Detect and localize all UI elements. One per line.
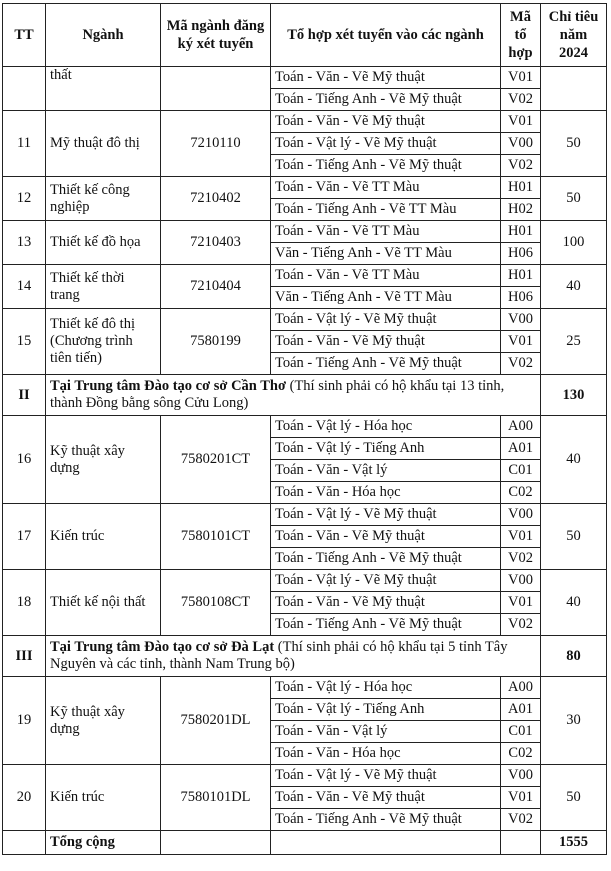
cell-combination-code: C02 (501, 482, 541, 504)
cell-combination-code: V01 (501, 111, 541, 133)
cell-combination-code: V00 (501, 504, 541, 526)
cell-combination: Toán - Văn - Vẽ TT Màu (271, 265, 501, 287)
table-row (3, 416, 607, 438)
cell-combination: Toán - Văn - Hóa học (271, 482, 501, 504)
cell-combination: Toán - Văn - Vẽ Mỹ thuật (271, 111, 501, 133)
cell-combination-code: V02 (501, 155, 541, 177)
cell-tt: 16 (3, 416, 46, 504)
cell-combination: Toán - Tiếng Anh - Vẽ Mỹ thuật (271, 89, 501, 111)
cell-quota: 30 (541, 677, 607, 765)
cell-combination: Toán - Văn - Hóa học (271, 743, 501, 765)
cell-combination: Toán - Văn - Vẽ TT Màu (271, 177, 501, 199)
cell-tt: 17 (3, 504, 46, 570)
admission-table (2, 3, 607, 855)
cell-quota: 50 (541, 111, 607, 177)
cell-program-name: Kỹ thuật xây dựng (46, 677, 161, 765)
cell-combination-code: V00 (501, 309, 541, 331)
cell-program-name: Kỹ thuật xây dựng (46, 416, 161, 504)
cell-combination: Toán - Vật lý - Vẽ Mỹ thuật (271, 570, 501, 592)
section-quota: 130 (541, 375, 607, 416)
cell-combination: Toán - Tiếng Anh - Vẽ Mỹ thuật (271, 614, 501, 636)
section-row-can-tho (3, 375, 607, 416)
table-row (3, 177, 607, 199)
cell-program-code (161, 831, 271, 855)
cell-combination-code: A00 (501, 416, 541, 438)
section-quota: 80 (541, 636, 607, 677)
cell-program-code: 7580201DL (161, 677, 271, 765)
cell-combination-code: H06 (501, 243, 541, 265)
header-tt: TT (3, 4, 46, 67)
cell-combination-code: H02 (501, 199, 541, 221)
cell-tt: 13 (3, 221, 46, 265)
cell-quota: 100 (541, 221, 607, 265)
cell-combination: Toán - Vật lý - Hóa học (271, 416, 501, 438)
cell-combination: Toán - Vật lý - Vẽ Mỹ thuật (271, 504, 501, 526)
cell-combination: Toán - Vật lý - Hóa học (271, 677, 501, 699)
cell-program-code: 7580101DL (161, 765, 271, 831)
cell-combination: Toán - Vật lý - Tiếng Anh (271, 699, 501, 721)
cell-combination: Toán - Văn - Vẽ Mỹ thuật (271, 787, 501, 809)
cell-combination-code: V01 (501, 526, 541, 548)
cell-tt (3, 831, 46, 855)
cell-program-code: 7580108CT (161, 570, 271, 636)
cell-program-name: Thiết kế thời trang (46, 265, 161, 309)
table-row (3, 570, 607, 592)
cell-combination: Toán - Văn - Vẽ Mỹ thuật (271, 526, 501, 548)
cell-combination: Toán - Văn - Vẽ TT Màu (271, 221, 501, 243)
cell-combination: Toán - Tiếng Anh - Vẽ Mỹ thuật (271, 155, 501, 177)
section-tt: III (3, 636, 46, 677)
table-row (3, 504, 607, 526)
table-row (3, 765, 607, 787)
cell-tt: 11 (3, 111, 46, 177)
cell-combination-code: C01 (501, 460, 541, 482)
table-row (3, 309, 607, 331)
cell-program-name: Thiết kế đô thị (Chương trình tiên tiến) (46, 309, 161, 375)
cell-program-code: 7210404 (161, 265, 271, 309)
cell-program-code (161, 67, 271, 111)
cell-program-name: Kiến trúc (46, 765, 161, 831)
cell-combination-code: V01 (501, 787, 541, 809)
section-row-da-lat (3, 636, 607, 677)
header-chi-tieu: Chỉ tiêu năm 2024 (541, 4, 607, 67)
cell-combination: Toán - Văn - Vẽ Mỹ thuật (271, 67, 501, 89)
cell-program-code: 7210403 (161, 221, 271, 265)
cell-quota: 40 (541, 416, 607, 504)
cell-quota: 40 (541, 570, 607, 636)
header-nganh: Ngành (46, 4, 161, 67)
cell-quota: 50 (541, 177, 607, 221)
header-ma-to-hop: Mã tổ hợp (501, 4, 541, 67)
cell-tt: 19 (3, 677, 46, 765)
section-title (46, 636, 541, 677)
cell-program-name: thất (46, 67, 161, 111)
cell-combination-code: V01 (501, 592, 541, 614)
section-note: (Thí sinh phải có hộ khẩu tại 5 tỉnh Tây Nguyên và các tỉnh, thành Nam Trung bộ) (50, 639, 508, 672)
table-row (3, 67, 607, 89)
cell-combination: Toán - Văn - Vẽ Mỹ thuật (271, 331, 501, 353)
cell-combination: Toán - Vật lý - Vẽ Mỹ thuật (271, 765, 501, 787)
cell-combination: Văn - Tiếng Anh - Vẽ TT Màu (271, 243, 501, 265)
cell-combination-code: V01 (501, 331, 541, 353)
cell-program-name: Thiết kế nội thất (46, 570, 161, 636)
cell-quota: 50 (541, 765, 607, 831)
cell-combination-code: V02 (501, 353, 541, 375)
table-row (3, 221, 607, 243)
cell-combination-code: A01 (501, 438, 541, 460)
section-note: (Thí sinh phải có hộ khẩu tại 13 tỉnh, thành Đồng bằng sông Cửu Long) (50, 378, 505, 411)
cell-combination-code: H01 (501, 177, 541, 199)
cell-combination-code: V01 (501, 67, 541, 89)
total-value: 1555 (541, 831, 607, 855)
section-heading: Tại Trung tâm Đào tạo cơ sở Cần Thơ (50, 378, 286, 394)
cell-combination (271, 831, 501, 855)
cell-combination: Toán - Tiếng Anh - Vẽ TT Màu (271, 199, 501, 221)
cell-combination: Toán - Văn - Vật lý (271, 721, 501, 743)
cell-combination-code: V02 (501, 548, 541, 570)
cell-tt (3, 67, 46, 111)
cell-combination-code: V00 (501, 133, 541, 155)
section-tt: II (3, 375, 46, 416)
cell-combination-code: A00 (501, 677, 541, 699)
cell-combination-code: C01 (501, 721, 541, 743)
cell-combination: Toán - Tiếng Anh - Vẽ Mỹ thuật (271, 353, 501, 375)
header-row (3, 4, 607, 67)
cell-combination: Toán - Tiếng Anh - Vẽ Mỹ thuật (271, 809, 501, 831)
total-label: Tổng cộng (46, 831, 161, 855)
cell-tt: 20 (3, 765, 46, 831)
cell-program-name: Thiết kế đồ họa (46, 221, 161, 265)
cell-combination-code: C02 (501, 743, 541, 765)
cell-combination: Toán - Vật lý - Tiếng Anh (271, 438, 501, 460)
cell-program-name: Kiến trúc (46, 504, 161, 570)
cell-program-code: 7210110 (161, 111, 271, 177)
total-row (3, 831, 607, 855)
table-row (3, 677, 607, 699)
cell-program-code: 7580101CT (161, 504, 271, 570)
cell-program-name: Mỹ thuật đô thị (46, 111, 161, 177)
cell-program-code: 7210402 (161, 177, 271, 221)
cell-combination-code: H01 (501, 265, 541, 287)
cell-program-code: 7580199 (161, 309, 271, 375)
cell-combination: Toán - Vật lý - Vẽ Mỹ thuật (271, 309, 501, 331)
cell-combination-code (501, 831, 541, 855)
cell-combination: Toán - Văn - Vẽ Mỹ thuật (271, 592, 501, 614)
cell-combination-code: H06 (501, 287, 541, 309)
header-ma-nganh: Mã ngành đăng ký xét tuyển (161, 4, 271, 67)
cell-quota (541, 67, 607, 111)
cell-quota: 25 (541, 309, 607, 375)
cell-program-code: 7580201CT (161, 416, 271, 504)
cell-tt: 15 (3, 309, 46, 375)
cell-combination-code: V00 (501, 765, 541, 787)
cell-program-name: Thiết kế công nghiệp (46, 177, 161, 221)
cell-combination-code: V02 (501, 809, 541, 831)
cell-combination-code: H01 (501, 221, 541, 243)
cell-combination-code: V02 (501, 614, 541, 636)
cell-combination-code: A01 (501, 699, 541, 721)
cell-tt: 18 (3, 570, 46, 636)
cell-quota: 40 (541, 265, 607, 309)
cell-quota: 50 (541, 504, 607, 570)
cell-combination: Toán - Văn - Vật lý (271, 460, 501, 482)
cell-combination: Toán - Tiếng Anh - Vẽ Mỹ thuật (271, 548, 501, 570)
cell-combination: Toán - Vật lý - Vẽ Mỹ thuật (271, 133, 501, 155)
cell-tt: 12 (3, 177, 46, 221)
cell-combination: Văn - Tiếng Anh - Vẽ TT Màu (271, 287, 501, 309)
table-row (3, 111, 607, 133)
header-to-hop: Tổ hợp xét tuyển vào các ngành (271, 4, 501, 67)
cell-tt: 14 (3, 265, 46, 309)
table-row (3, 265, 607, 287)
cell-combination-code: V00 (501, 570, 541, 592)
section-title (46, 375, 541, 416)
cell-combination-code: V02 (501, 89, 541, 111)
section-heading: Tại Trung tâm Đào tạo cơ sở Đà Lạt (50, 639, 275, 655)
